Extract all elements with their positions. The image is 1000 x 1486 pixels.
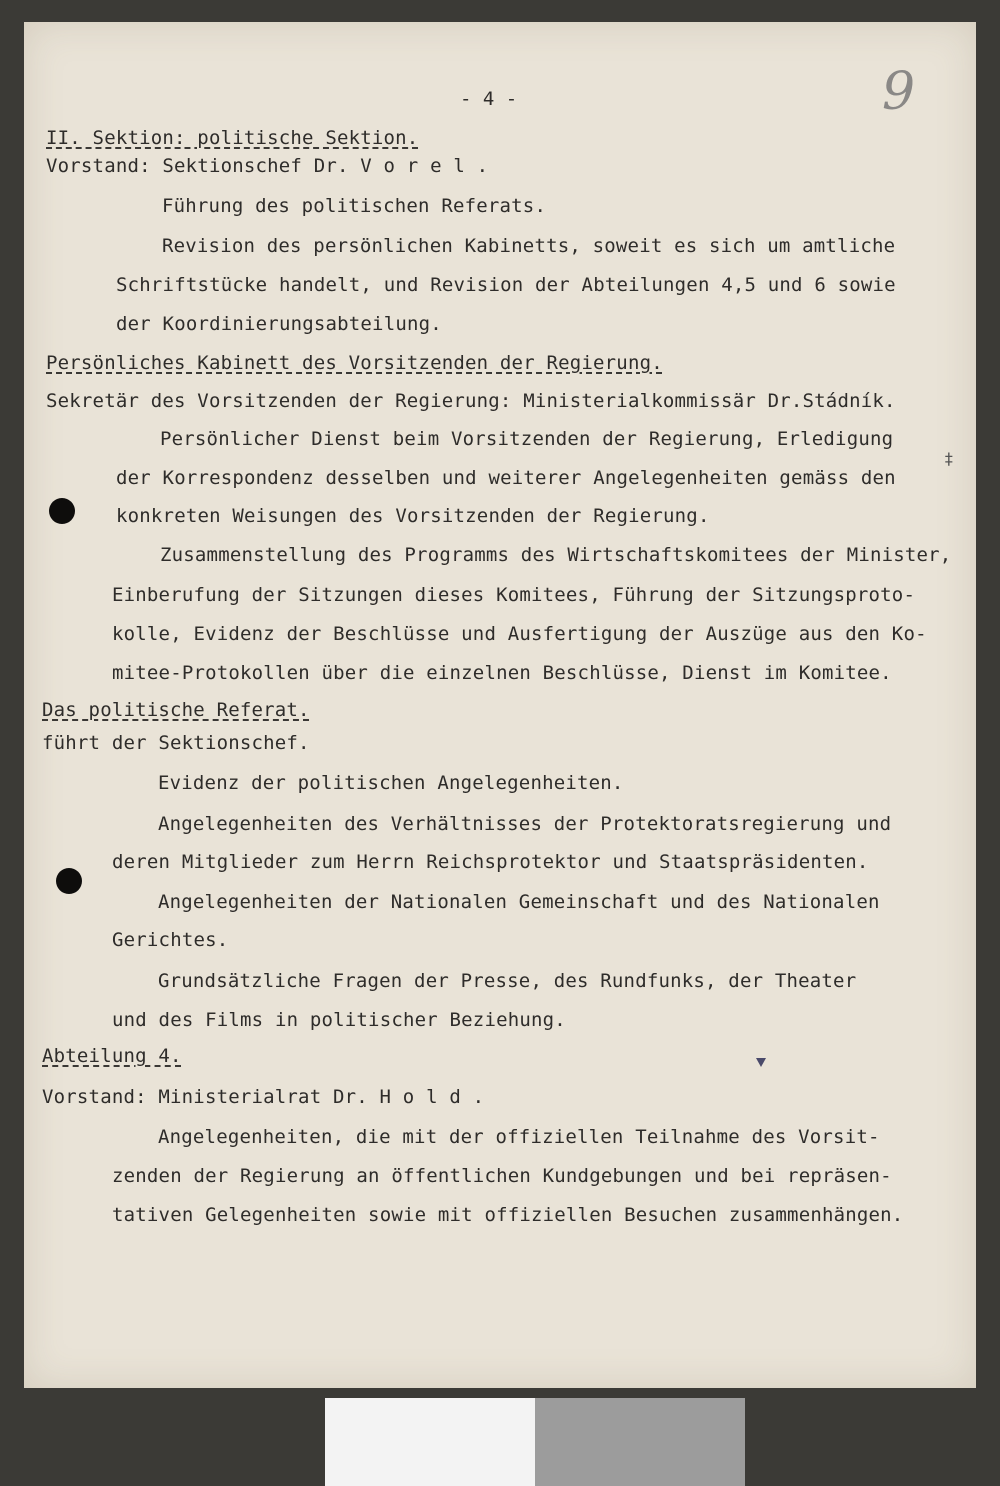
text-line: Schriftstücke handelt, und Revision der Abteilungen 4,5 und 6 sowie: [116, 274, 896, 296]
ink-mark-icon: [756, 1058, 766, 1067]
text-line: Grundsätzliche Fragen der Presse, des Rundfunks, der Theater: [158, 970, 857, 992]
calibration-gray-patch: [535, 1398, 745, 1486]
text-line: Angelegenheiten der Nationalen Gemeinschaft und des Nationalen: [158, 891, 880, 913]
text-line: führt der Sektionschef.: [42, 732, 310, 754]
text-line: deren Mitglieder zum Herrn Reichsprotektor und Staatspräsidenten.: [112, 851, 869, 873]
text-line: Führung des politischen Referats.: [162, 195, 547, 217]
text-line: zenden der Regierung an öffentlichen Kundgebungen und bei repräsen-: [112, 1165, 892, 1187]
text-line: Vorstand: Sektionschef Dr. V o r e l .: [46, 155, 489, 177]
text-line: Angelegenheiten, die mit der offiziellen Teilnahme des Vorsit-: [158, 1126, 880, 1148]
punch-hole: [56, 868, 82, 894]
text-line: kolle, Evidenz der Beschlüsse und Ausfertigung der Auszüge aus den Ko-: [112, 623, 927, 645]
text-line: und des Films in politischer Beziehung.: [112, 1009, 566, 1031]
text-line: Angelegenheiten des Verhältnisses der Protektoratsregierung und: [158, 813, 892, 835]
page-number: - 4 -: [460, 88, 518, 110]
text-line: Sekretär des Vorsitzenden der Regierung: Ministerialkommissär Dr.Stádník.: [46, 390, 896, 412]
text-line: Einberufung der Sitzungen dieses Komitees, Führung der Sitzungsproto-: [112, 584, 916, 606]
section-heading: Abteilung 4.: [42, 1045, 182, 1067]
text-line: Evidenz der politischen Angelegenheiten.: [158, 772, 624, 794]
text-line: konkreten Weisungen des Vorsitzenden der Regierung.: [116, 505, 710, 527]
section-heading: Persönliches Kabinett des Vorsitzenden der Regierung.: [46, 352, 663, 374]
edge-mark-icon: ‡: [944, 449, 954, 468]
text-line: der Koordinierungsabteilung.: [116, 313, 442, 335]
text-line: Gerichtes.: [112, 929, 229, 951]
punch-hole: [49, 498, 75, 524]
text-line: Zusammenstellung des Programms des Wirtschaftskomitees der Minister,: [160, 544, 952, 566]
text-line: der Korrespondenz desselben und weiterer Angelegenheiten gemäss den: [116, 467, 896, 489]
section-heading: Das politische Referat.: [42, 699, 310, 721]
handwritten-page-mark: 9: [882, 62, 916, 122]
calibration-white-patch: [325, 1398, 535, 1486]
text-line: tativen Gelegenheiten sowie mit offiziellen Besuchen zusammenhängen.: [112, 1204, 904, 1226]
text-line: Vorstand: Ministerialrat Dr. H o l d .: [42, 1086, 485, 1108]
document-page: [24, 22, 976, 1388]
text-line: Persönlicher Dienst beim Vorsitzenden der Regierung, Erledigung: [160, 428, 894, 450]
section-heading: II. Sektion: politische Sektion.: [46, 127, 419, 149]
text-line: Revision des persönlichen Kabinetts, soweit es sich um amtliche: [162, 235, 896, 257]
text-line: mitee-Protokollen über die einzelnen Beschlüsse, Dienst im Komitee.: [112, 662, 892, 684]
